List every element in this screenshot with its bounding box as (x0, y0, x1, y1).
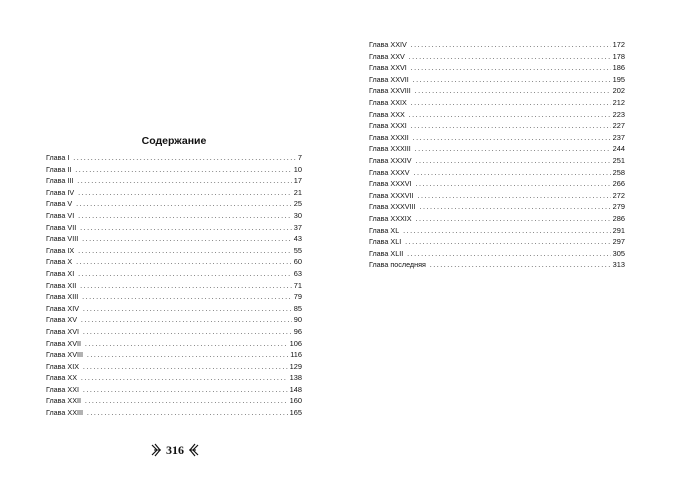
toc-entry-label: Глава XII (46, 280, 77, 290)
toc-entry-label: Глава XIII (46, 292, 79, 302)
toc-entry-label: Глава XVI (46, 326, 79, 336)
toc-entry-page: 25 (293, 199, 302, 209)
toc-entry-label: Глава XXXVI (369, 179, 412, 189)
toc-entry (369, 74, 625, 86)
toc-entry (369, 178, 625, 190)
toc-entry-leader (85, 396, 288, 407)
toc-entry (369, 201, 625, 213)
toc-entry-leader (81, 373, 288, 384)
toc-entry (46, 198, 302, 210)
toc-entry-label: Глава XXXI (369, 121, 407, 131)
toc-entry-leader (413, 75, 611, 86)
toc-entry-label: Глава XXXIV (369, 155, 412, 165)
toc-entry-label: Глава XVIII (46, 350, 83, 360)
toc-entry-page: 37 (293, 222, 302, 232)
toc-entry-page: 266 (612, 179, 625, 189)
toc-entry (369, 259, 625, 271)
toc-entry-leader (76, 257, 292, 268)
toc-entry-label: Глава XLII (369, 248, 404, 258)
toc-entry-label: Глава XV (46, 315, 77, 325)
toc-entry (46, 361, 302, 373)
toc-entry (46, 314, 302, 326)
toc-entry-leader (409, 52, 611, 63)
toc-entry-leader (80, 223, 292, 234)
toc-entry-page: 71 (293, 280, 302, 290)
toc-entry (369, 109, 625, 121)
toc-entry-page: 160 (289, 396, 302, 406)
toc-entry-page: 251 (612, 155, 625, 165)
toc-entry-leader (411, 40, 611, 51)
toc-entry-page: 79 (293, 292, 302, 302)
toc-entry-label: Глава XXII (46, 396, 81, 406)
fleuron-ornament-icon (151, 443, 162, 457)
toc-entry-page: 313 (612, 260, 625, 270)
toc-entry-page: 96 (293, 326, 302, 336)
toc-entry-leader (78, 246, 292, 257)
toc-entry-page: 186 (612, 63, 625, 73)
toc-entry-label: Глава XXIII (46, 408, 83, 418)
toc-entry (46, 280, 302, 292)
toc-entry (369, 39, 625, 51)
toc-entry-page: 7 (297, 153, 302, 162)
toc-entry-label: Глава XXXV (369, 167, 410, 177)
toc-entry-page: 223 (612, 109, 625, 119)
toc-entry (46, 407, 302, 419)
toc-entry-label: Глава XXVII (369, 74, 409, 84)
toc-entry-page: 106 (289, 338, 302, 348)
toc-entry-leader (409, 110, 611, 121)
toc-entry (46, 349, 302, 361)
toc-entry-label: Глава II (46, 164, 72, 174)
toc-entry-label: Глава XIV (46, 303, 79, 313)
toc-entry-page: 10 (293, 164, 302, 174)
toc-entry-label: Глава XXXVII (369, 190, 414, 200)
toc-entry-page: 244 (612, 144, 625, 154)
left-page (46, 130, 302, 419)
toc-entry-page: 21 (293, 187, 302, 197)
toc-entry-page: 286 (612, 213, 625, 223)
toc-entry-label: Глава XXV (369, 51, 405, 61)
toc-entry (46, 256, 302, 268)
toc-entry (369, 213, 625, 225)
toc-entry-label: Глава XXXIII (369, 144, 411, 154)
toc-entry-leader (411, 63, 611, 74)
toc-entry-page: 202 (612, 86, 625, 96)
toc-entry-leader (405, 237, 610, 248)
toc-entry-leader (82, 234, 292, 245)
toc-entry-page: 165 (289, 408, 302, 418)
toc-entry (369, 236, 625, 248)
toc-entry (369, 85, 625, 97)
toc-entry (46, 384, 302, 396)
toc-entry-leader (411, 98, 611, 109)
toc-entry (46, 175, 302, 187)
toc-entry (46, 338, 302, 350)
toc-entry-page: 297 (612, 237, 625, 247)
toc-entry-page: 148 (289, 384, 302, 394)
toc-entry (369, 248, 625, 260)
toc-entry (46, 303, 302, 315)
toc-entry (369, 97, 625, 109)
toc-entry-leader (403, 226, 610, 237)
toc-entry-page: 116 (290, 350, 302, 360)
toc-entry (369, 167, 625, 179)
page-number: 316 (166, 442, 184, 457)
toc-entry-leader (415, 144, 611, 155)
toc-entry-page: 178 (612, 51, 625, 61)
toc-entry-page: 212 (612, 97, 625, 107)
toc-entry-page: 90 (293, 315, 302, 325)
toc-entry-leader (416, 179, 611, 190)
toc-entry (369, 190, 625, 202)
toc-entry-label: Глава XXXIX (369, 213, 412, 223)
toc-entry-leader (78, 188, 292, 199)
toc-entry-page: 138 (289, 373, 302, 383)
toc-entry-leader (76, 199, 292, 210)
toc-entry-leader (87, 350, 288, 361)
page-folio (150, 440, 200, 460)
toc-entry-label: Глава VIII (46, 234, 79, 244)
toc-entry-leader (78, 269, 292, 280)
right-page (369, 39, 625, 271)
toc-entry-label: Глава V (46, 199, 73, 209)
toc-entry (46, 268, 302, 280)
toc-entry-leader (87, 408, 288, 419)
toc-entry (369, 132, 625, 144)
toc-entry-label: Глава XL (369, 225, 400, 235)
fleuron-ornament-icon (188, 443, 199, 457)
toc-entry-leader (85, 339, 288, 350)
toc-entry-label: Глава XI (46, 268, 75, 278)
toc-entry (46, 152, 302, 164)
toc-entry-label: Глава IV (46, 187, 75, 197)
toc-entry-page: 63 (293, 268, 302, 278)
toc-entry-leader (83, 304, 292, 315)
toc-entry (369, 120, 625, 132)
toc-entry-page: 17 (293, 176, 302, 186)
toc-entry-page: 85 (293, 303, 302, 313)
toc-entry-leader (413, 133, 611, 144)
toc-entry-leader (416, 156, 611, 167)
toc-entry-label: Глава XXVIII (369, 86, 411, 96)
toc-entry-leader (82, 292, 292, 303)
toc-entry (369, 225, 625, 237)
toc-entry-leader (80, 281, 292, 292)
toc-entry-leader (77, 176, 291, 187)
toc-list-right (369, 39, 625, 271)
toc-entry (46, 210, 302, 222)
toc-entry-page: 172 (612, 40, 625, 49)
toc-list-left (46, 152, 302, 419)
toc-entry-label: Глава XXX (369, 109, 405, 119)
toc-entry-label: Глава последняя (369, 260, 426, 270)
toc-entry-leader (416, 214, 611, 225)
toc-entry-leader (83, 385, 288, 396)
toc-entry-label: Глава XIX (46, 361, 79, 371)
toc-entry-page: 60 (293, 257, 302, 267)
toc-entry (369, 155, 625, 167)
toc-entry-leader (75, 165, 291, 176)
toc-entry (46, 233, 302, 245)
toc-entry-page: 227 (612, 121, 625, 131)
toc-entry-leader (411, 121, 611, 132)
toc-entry-label: Глава XXI (46, 384, 79, 394)
toc-entry-page: 43 (293, 234, 302, 244)
toc-entry-page: 291 (612, 225, 625, 235)
toc-entry-leader (430, 260, 611, 271)
toc-entry-label: Глава III (46, 176, 74, 186)
toc-entry (46, 291, 302, 303)
toc-entry-label: Глава VII (46, 222, 77, 232)
toc-entry (46, 245, 302, 257)
toc-entry (369, 51, 625, 63)
toc-entry-label: Глава VI (46, 210, 75, 220)
toc-entry (369, 62, 625, 74)
toc-entry-page: 195 (612, 74, 625, 84)
toc-entry-leader (78, 211, 292, 222)
toc-title: Содержание (141, 135, 207, 147)
toc-entry-leader (83, 327, 292, 338)
toc-entry-label: Глава XVII (46, 338, 81, 348)
toc-entry (46, 395, 302, 407)
toc-entry-leader (420, 202, 611, 213)
toc-entry-leader (414, 168, 611, 179)
toc-entry (46, 187, 302, 199)
toc-entry-label: Глава IX (46, 245, 75, 255)
toc-entry-page: 30 (293, 210, 302, 220)
toc-entry-page: 272 (612, 190, 625, 200)
toc-entry-page: 129 (289, 361, 302, 371)
toc-entry (46, 222, 302, 234)
toc-entry (46, 326, 302, 338)
toc-entry-page: 237 (612, 132, 625, 142)
toc-entry-leader (73, 153, 295, 164)
toc-entry (46, 372, 302, 384)
toc-entry-label: Глава XXVI (369, 63, 407, 73)
toc-entry-label: Глава XXIX (369, 97, 407, 107)
toc-entry-leader (415, 86, 611, 97)
toc-entry-leader (81, 315, 292, 326)
toc-entry-leader (418, 191, 611, 202)
toc-entry-leader (83, 362, 288, 373)
toc-entry-leader (407, 249, 610, 260)
toc-entry-page: 279 (612, 202, 625, 212)
toc-entry-label: Глава XXXII (369, 132, 409, 142)
toc-entry-label: Глава XXIV (369, 40, 407, 49)
toc-entry-label: Глава XX (46, 373, 77, 383)
toc-entry (369, 143, 625, 155)
toc-entry-page: 55 (293, 245, 302, 255)
toc-entry-page: 258 (612, 167, 625, 177)
toc-entry-label: Глава XLI (369, 237, 402, 247)
toc-entry-label: Глава X (46, 257, 73, 267)
toc-entry-label: Глава XXXVIII (369, 202, 416, 212)
toc-entry-label: Глава I (46, 153, 70, 162)
toc-entry (46, 164, 302, 176)
toc-entry-page: 305 (612, 248, 625, 258)
